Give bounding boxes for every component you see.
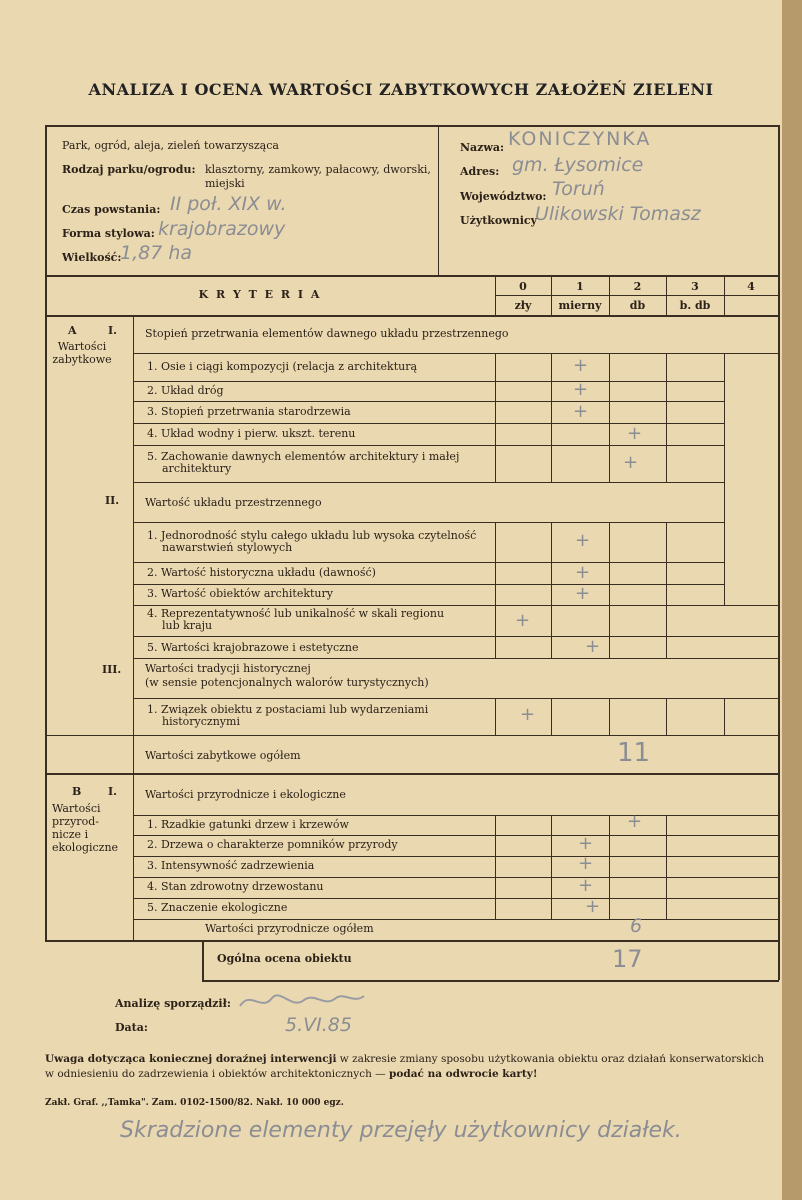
note-line-2a: w odniesieniu do zadrzewienia i obiektów architektonicznych — (45, 1068, 386, 1080)
col-line-0 (495, 698, 496, 735)
address-value: gm. Łysomice (512, 154, 644, 176)
total-a-value: 11 (617, 738, 651, 768)
row-line (133, 636, 778, 637)
criteria-header: K R Y T E R I A (198, 288, 322, 301)
col-line-2 (609, 815, 610, 919)
row-line (133, 835, 778, 836)
section-a-bottom (45, 773, 779, 775)
row-line (133, 919, 778, 920)
row-6-label-2: nawarstwień stylowych (162, 541, 293, 554)
mark-row-2: + (573, 379, 589, 400)
mark-row-7: + (575, 562, 591, 583)
mark-row-13: + (578, 833, 594, 854)
mark-row-6: + (575, 530, 591, 551)
mark-row-4: + (627, 423, 643, 444)
mark-row-15: + (578, 875, 594, 896)
analysis-label: Analizę sporządził: (115, 997, 231, 1010)
score-4-num: 4 (747, 280, 755, 293)
score-1-num: 1 (576, 280, 584, 293)
subsection-4-title: Wartości przyrodnicze i ekologiczne (145, 788, 346, 801)
mark-row-11: + (520, 704, 536, 725)
document-title: ANALIZA I OCENA WARTOŚCI ZABYTKOWYCH ZAŁOŻEŃ ZIELENI (88, 80, 714, 99)
row-15-label: 4. Stan zdrowotny drzewostanu (147, 880, 324, 893)
handwritten-note: Skradzione elementy przejęły użytkownicy działek. (120, 1118, 682, 1143)
users-label: Użytkownicy (460, 214, 538, 227)
park-kind-options: klasztorny, zamkowy, pałacowy, dworski, (205, 163, 431, 176)
total-b-value: 6 (630, 915, 643, 937)
col-line-1 (551, 522, 552, 658)
section-b-letter: B (72, 785, 82, 798)
row-13-label: 2. Drzewa o charakterze pomników przyrody (147, 838, 398, 851)
col-line-2 (609, 522, 610, 658)
subsection-3-subtitle: (w sensie potencjonalnych walorów turystycznych) (145, 676, 429, 689)
col-line-4 (724, 275, 725, 315)
row-8-label: 3. Wartość obiektów architektury (147, 587, 333, 600)
col-line-0 (495, 522, 496, 658)
date-value: 5.VI.85 (285, 1014, 352, 1036)
row-10-label: 5. Wartości krajobrazowe i estetyczne (147, 641, 359, 654)
section-column-line (133, 315, 134, 940)
note-bold-1: Uwaga dotycząca koniecznej doraźnej interwencji (45, 1053, 337, 1065)
col-line-0 (495, 815, 496, 919)
style-value: krajobrazowy (158, 218, 286, 240)
row-line (133, 562, 724, 563)
subsection-3-divider (133, 698, 778, 699)
score-2-num: 2 (633, 280, 642, 293)
note-rest-1: w zakresie zmiany sposobu użytkowania obiektu oraz działań konserwatorskich (339, 1053, 765, 1065)
col-line-3 (666, 815, 667, 919)
row-line (45, 735, 778, 736)
row-line (133, 445, 724, 446)
row-line (133, 381, 724, 382)
intervention-note (45, 1052, 785, 1082)
criteria-bottom-border (45, 315, 779, 317)
row-line (133, 658, 778, 659)
mark-row-1: + (573, 355, 589, 376)
subsection-4-divider (133, 815, 778, 816)
col-line-2 (609, 275, 610, 315)
row-16-label: 5. Znaczenie ekologiczne (147, 901, 288, 914)
row-7-label: 2. Wartość historyczna układu (dawność) (147, 566, 376, 579)
park-type-label: Park, ogród, aleja, zieleń towarzysząca (62, 139, 279, 152)
page-edge (782, 0, 802, 1200)
col-line-1 (551, 815, 552, 919)
mark-row-16: + (585, 896, 601, 917)
row-2-label: 2. Układ dróg (147, 384, 224, 397)
row-5-label: 5. Zachowanie dawnych elementów architektury i małej (147, 450, 460, 463)
mark-row-10: + (585, 636, 601, 657)
row-1-label: 1. Osie i ciągi kompozycji (relacja z architekturą (147, 360, 418, 373)
section-a-iii: III. (102, 663, 122, 676)
overall-left-border (202, 940, 204, 980)
row-11-label: 1. Związek obiektu z postaciami lub wydarzeniami (147, 703, 429, 716)
row-line (133, 482, 724, 483)
voivodeship-label: Województwo: (460, 190, 547, 203)
header-divider (438, 125, 439, 275)
row-line (133, 605, 778, 606)
mark-row-3: + (573, 401, 589, 422)
row-6-label: 1. Jednorodność stylu całego układu lub wysoka czytelność (147, 529, 477, 542)
col-line-1 (551, 353, 552, 482)
row-3-label: 3. Stopień przetrwania starodrzewia (147, 405, 351, 418)
created-value: II poł. XIX w. (170, 193, 287, 215)
score-3-num: 3 (691, 280, 699, 293)
score-3-label: b. db (679, 299, 711, 312)
outer-right-border (778, 125, 780, 980)
overall-value: 17 (612, 945, 643, 973)
col-line-0 (495, 275, 496, 315)
section-a-i: I. (108, 324, 117, 337)
section-b-bottom (45, 940, 779, 942)
section-a-ii: II. (105, 494, 120, 507)
criteria-top-border (45, 275, 779, 277)
park-kind-label: Rodzaj parku/ogrodu: (62, 163, 196, 176)
col-line-1 (551, 275, 552, 315)
row-line (133, 856, 778, 857)
row-9-label: 4. Reprezentatywność lub unikalność w skali regionu (147, 607, 445, 620)
park-kind-options-2: miejski (205, 177, 245, 190)
row-4-label: 4. Układ wodny i pierw. ukszt. terenu (147, 427, 356, 440)
row-9-label-2: lub kraju (162, 619, 213, 632)
row-line (133, 401, 724, 402)
col-line-2 (609, 353, 610, 482)
col-line-0 (495, 353, 496, 482)
overall-bottom (202, 980, 779, 982)
overall-label: Ogólna ocena obiektu (217, 952, 352, 965)
col-line-4 (724, 353, 725, 606)
col-line-3 (666, 698, 667, 735)
section-b-i: I. (108, 785, 117, 798)
note-line-2b: podać na odwrocie karty! (389, 1068, 538, 1080)
col-line-4 (724, 698, 725, 735)
total-a-label: Wartości zabytkowe ogółem (145, 749, 301, 762)
row-5-label-2: architektury (162, 462, 232, 475)
score-0-num: 0 (519, 280, 527, 293)
voivodeship-value: Toruń (552, 178, 605, 200)
size-value: 1,87 ha (120, 242, 193, 264)
mark-row-9: + (515, 610, 531, 631)
outer-left-border (45, 125, 47, 940)
mark-row-5: + (623, 452, 639, 473)
mark-row-14: + (578, 853, 594, 874)
section-a-letter: A (68, 324, 77, 337)
col-line-3 (666, 522, 667, 658)
style-label: Forma stylowa: (62, 227, 155, 240)
address-label: Adres: (460, 165, 500, 178)
total-b-label: Wartości przyrodnicze ogółem (205, 922, 374, 935)
section-a-title: Wartości zabytkowe (52, 340, 112, 366)
score-2-label: db (629, 299, 646, 312)
col-line-2 (609, 698, 610, 735)
subsection-2-divider (133, 522, 724, 523)
header-top-border (45, 125, 779, 127)
mark-row-12: + (627, 811, 643, 832)
subsection-1-divider (133, 353, 778, 354)
created-label: Czas powstania: (62, 203, 161, 216)
score-0-label: zły (514, 299, 532, 312)
col-line-3 (666, 353, 667, 482)
users-value: Ulikowski Tomasz (535, 203, 701, 225)
size-label: Wielkość: (62, 251, 122, 264)
row-line (133, 877, 778, 878)
score-1-label: mierny (558, 299, 602, 312)
name-label: Nazwa: (460, 141, 505, 154)
row-line (133, 584, 724, 585)
row-12-label: 1. Rzadkie gatunki drzew i krzewów (147, 818, 349, 831)
name-value: KONICZYNKA (508, 128, 652, 150)
row-line (133, 898, 778, 899)
row-14-label: 3. Intensywność zadrzewienia (147, 859, 315, 872)
subsection-3-title: Wartości tradycji historycznej (145, 662, 311, 675)
subsection-2-title: Wartość układu przestrzennego (145, 496, 322, 509)
date-label: Data: (115, 1021, 148, 1034)
col-line-1 (551, 698, 552, 735)
section-b-title: Wartości przyrod-nicze i ekologiczne (52, 802, 119, 854)
score-header-mid (495, 295, 778, 296)
mark-row-8: + (575, 583, 591, 604)
print-info: Zakł. Graf. ,,Tamka". Zam. 0102-1500/82. Nakł. 10 000 egz. (45, 1098, 344, 1108)
subsection-1-title: Stopień przetrwania elementów dawnego układu przestrzennego (145, 327, 509, 340)
col-line-3 (666, 275, 667, 315)
row-11-label-2: historycznymi (162, 715, 240, 728)
